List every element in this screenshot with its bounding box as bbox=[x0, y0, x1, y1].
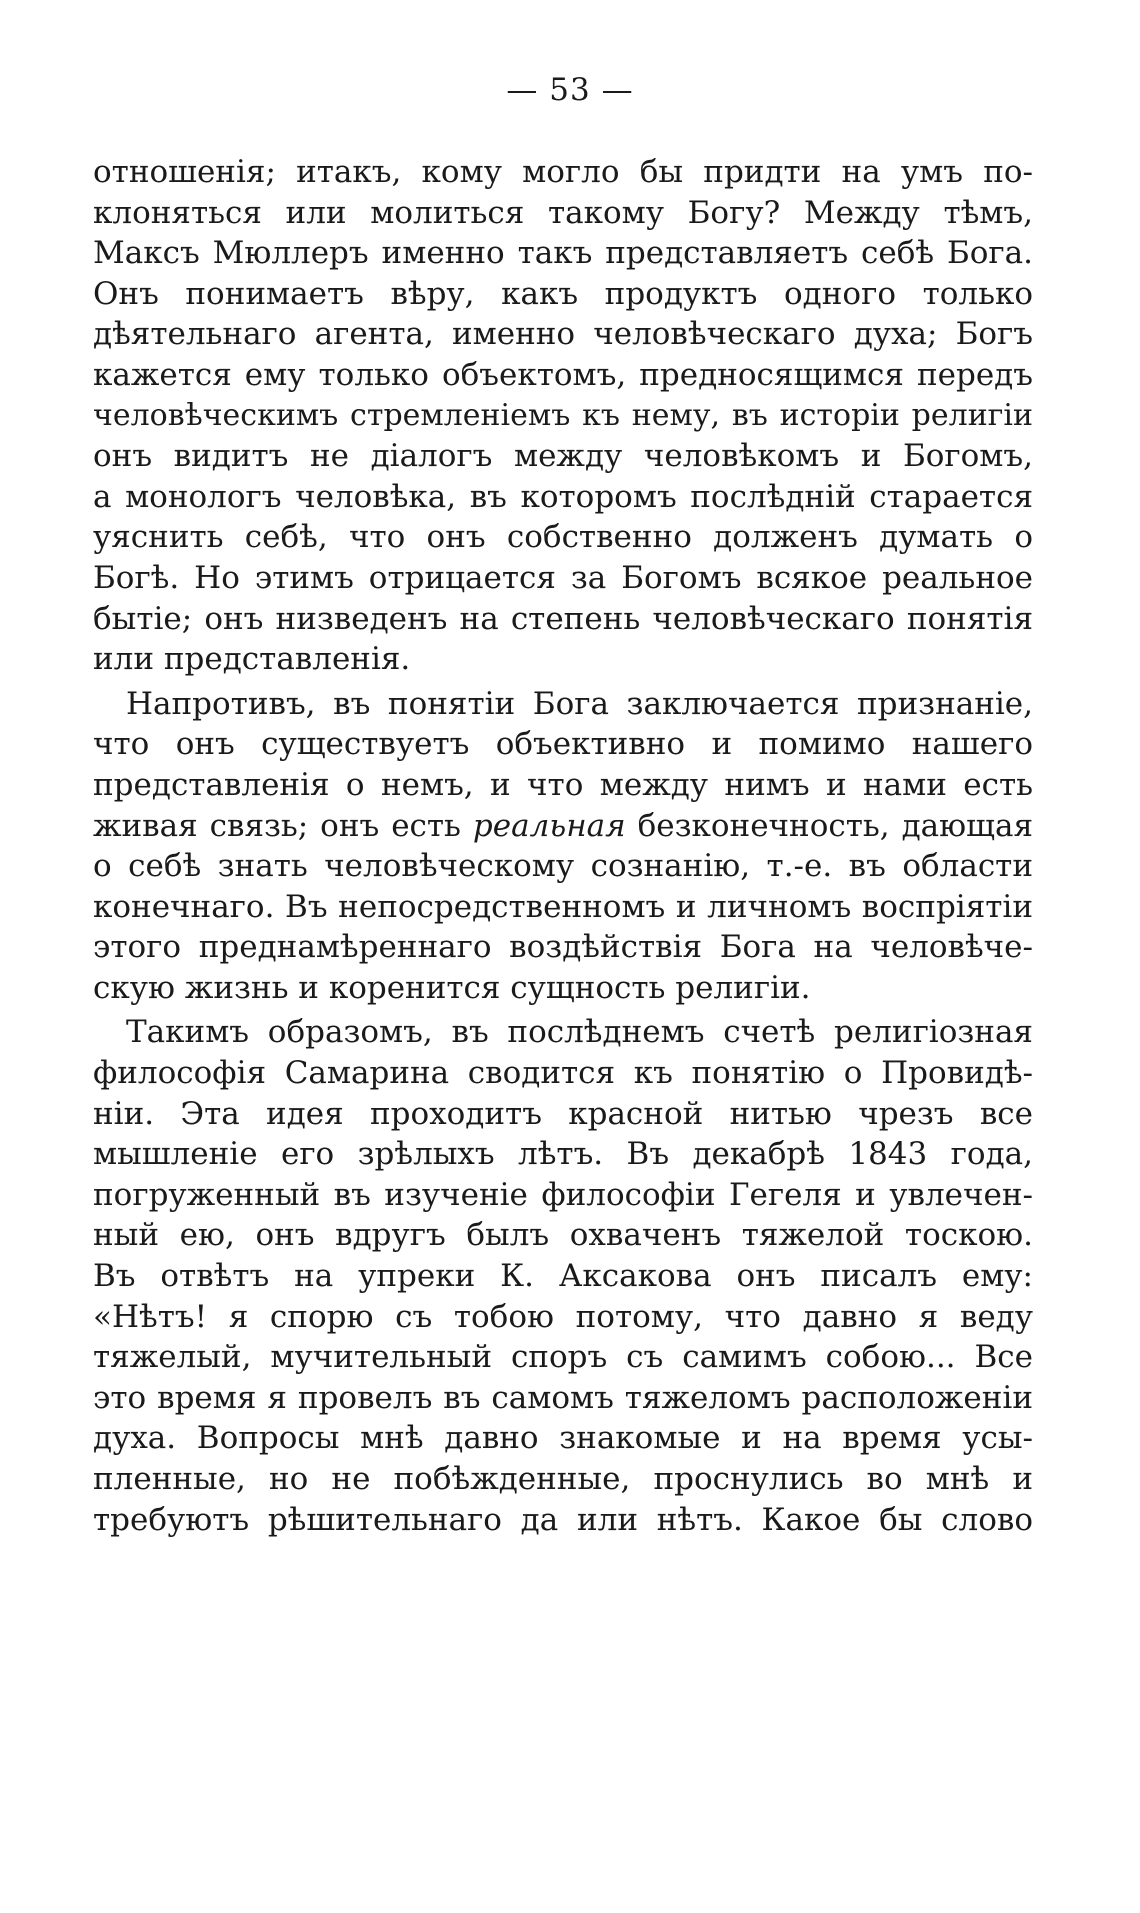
text-line: отношенія; итакъ, кому могло бы придти на умъ по- bbox=[93, 154, 1033, 190]
text-line: Такимъ образомъ, въ послѣднемъ счетѣ религіозная bbox=[126, 1014, 1033, 1051]
text-line: о себѣ знать человѣческому сознанію, т.-е. въ области bbox=[93, 848, 1033, 885]
text-line: скую жизнь и коренится сущность религіи. bbox=[93, 969, 811, 1006]
text-line: мышленіе его зрѣлыхъ лѣтъ. Въ декабрѣ 1843 года, bbox=[93, 1136, 1033, 1173]
text-segment: безконечность, дающая bbox=[637, 807, 1033, 844]
text-line: Богѣ. Но этимъ отрицается за Богомъ всякое реальное bbox=[93, 559, 1033, 596]
paragraph-3 bbox=[93, 1012, 1033, 1540]
text-line: тяжелый, мучительный споръ съ самимъ собою... Все bbox=[93, 1339, 1033, 1376]
text-line: или представленія. bbox=[93, 641, 411, 678]
italic-word: реальная bbox=[472, 807, 626, 844]
text-line: ный ею, онъ вдругъ былъ охваченъ тяжелой тоскою. bbox=[93, 1217, 1033, 1254]
text-segment: живая связь; онъ есть bbox=[93, 807, 461, 844]
text-line: онъ видитъ не діалогъ между человѣкомъ и Богомъ, bbox=[93, 438, 1033, 475]
text-line: человѣческимъ стремленіемъ къ нему, въ исторіи религіи bbox=[93, 397, 1033, 433]
text-line: дѣятельнаго агента, именно человѣческаго духа; Богъ bbox=[93, 316, 1033, 353]
text-line: погруженный въ изученіе философіи Гегеля и увлечен- bbox=[93, 1176, 1033, 1213]
text-line: Напротивъ, въ понятіи Бога заключается признаніе, bbox=[126, 685, 1033, 722]
text-line: философія Самарина сводится къ понятію о Провидѣ- bbox=[93, 1055, 1033, 1092]
body-text bbox=[93, 152, 1033, 1544]
paragraph-2 bbox=[93, 684, 1033, 1009]
text-line: кажется ему только объектомъ, предносящимся передъ bbox=[93, 356, 1033, 393]
text-line: духа. Вопросы мнѣ давно знакомые и на время усы- bbox=[93, 1420, 1033, 1457]
text-line: пленные, но не побѣжденные, проснулись во мнѣ и bbox=[93, 1461, 1033, 1497]
text-line: «Нѣтъ! я спорю съ тобою потому, что давно я веду bbox=[93, 1298, 1033, 1335]
text-line: требуютъ рѣшительнаго да или нѣтъ. Какое бы слово bbox=[93, 1501, 1033, 1538]
text-line: Онъ понимаетъ вѣру, какъ продуктъ одного только bbox=[93, 275, 1033, 312]
text-line: это время я провелъ въ самомъ тяжеломъ расположеніи bbox=[93, 1379, 1033, 1416]
text-line: клоняться или молиться такому Богу? Между тѣмъ, bbox=[93, 194, 1033, 231]
text-line: бытіе; онъ низведенъ на степень человѣческаго понятія bbox=[93, 600, 1033, 637]
text-line: конечнаго. Въ непосредственномъ и личномъ воспріятіи bbox=[93, 888, 1033, 925]
text-line: Максъ Мюллеръ именно такъ представляетъ себѣ Бога. bbox=[93, 235, 1033, 272]
text-line: что онъ существуетъ объективно и помимо нашего bbox=[93, 726, 1033, 763]
text-line: а монологъ человѣка, въ которомъ послѣдній старается bbox=[93, 478, 1033, 515]
text-line: уяснить себѣ, что онъ собственно долженъ думать о bbox=[93, 519, 1033, 556]
text-line: Въ отвѣтъ на упреки К. Аксакова онъ писалъ ему: bbox=[93, 1258, 1033, 1295]
text-line: представленія о немъ, и что между нимъ и нами есть bbox=[93, 766, 1033, 803]
text-line: этого преднамѣреннаго воздѣйствія Бога на человѣче- bbox=[93, 929, 1033, 966]
page-number: — 53 — bbox=[506, 72, 634, 108]
text-line-mixed bbox=[93, 806, 1033, 847]
paragraph-1 bbox=[93, 152, 1033, 680]
text-line: ніи. Эта идея проходитъ красной нитью чрезъ все bbox=[93, 1095, 1033, 1132]
